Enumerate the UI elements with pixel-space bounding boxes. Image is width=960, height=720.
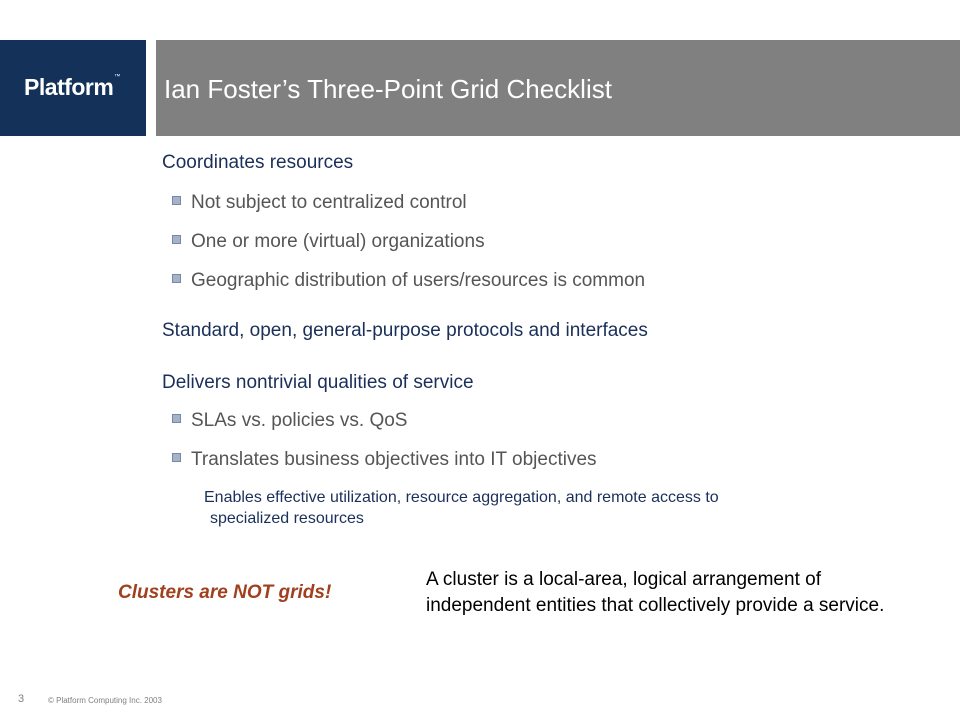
point-qualities-of-service: Delivers nontrivial qualities of service (162, 372, 474, 393)
square-bullet-icon (172, 235, 181, 244)
square-bullet-icon (172, 453, 181, 462)
sub-point: Translates business objectives into IT objectives (172, 449, 597, 471)
cluster-definition: A cluster is a local-area, logical arrangement of independent entities that collectively provide a service. (426, 569, 885, 616)
square-bullet-icon (172, 196, 181, 205)
callout-text: Clusters are NOT grids! (118, 582, 332, 603)
sub-sub-point: Enables effective utilization, resource aggregation, and remote access to specialized resources (204, 489, 719, 527)
sub-point: Not subject to centralized control (172, 192, 467, 214)
point-standard-protocols: Standard, open, general-purpose protocols and interfaces (162, 320, 648, 341)
logo-block (0, 40, 146, 136)
title-bar (156, 40, 960, 136)
copyright-notice: © Platform Computing Inc. 2003 (48, 696, 162, 705)
square-bullet-icon (172, 274, 181, 283)
platform-logo: Platform™ (24, 74, 120, 100)
square-bullet-icon (172, 414, 181, 423)
point-coordinates-resources: Coordinates resources (162, 152, 354, 173)
sub-point: One or more (virtual) organizations (172, 231, 485, 253)
sub-point: Geographic distribution of users/resources is common (172, 270, 645, 292)
slide-title: Ian Foster’s Three-Point Grid Checklist (164, 74, 612, 104)
sub-point: SLAs vs. policies vs. QoS (172, 410, 407, 432)
page-number: 3 (18, 693, 25, 705)
